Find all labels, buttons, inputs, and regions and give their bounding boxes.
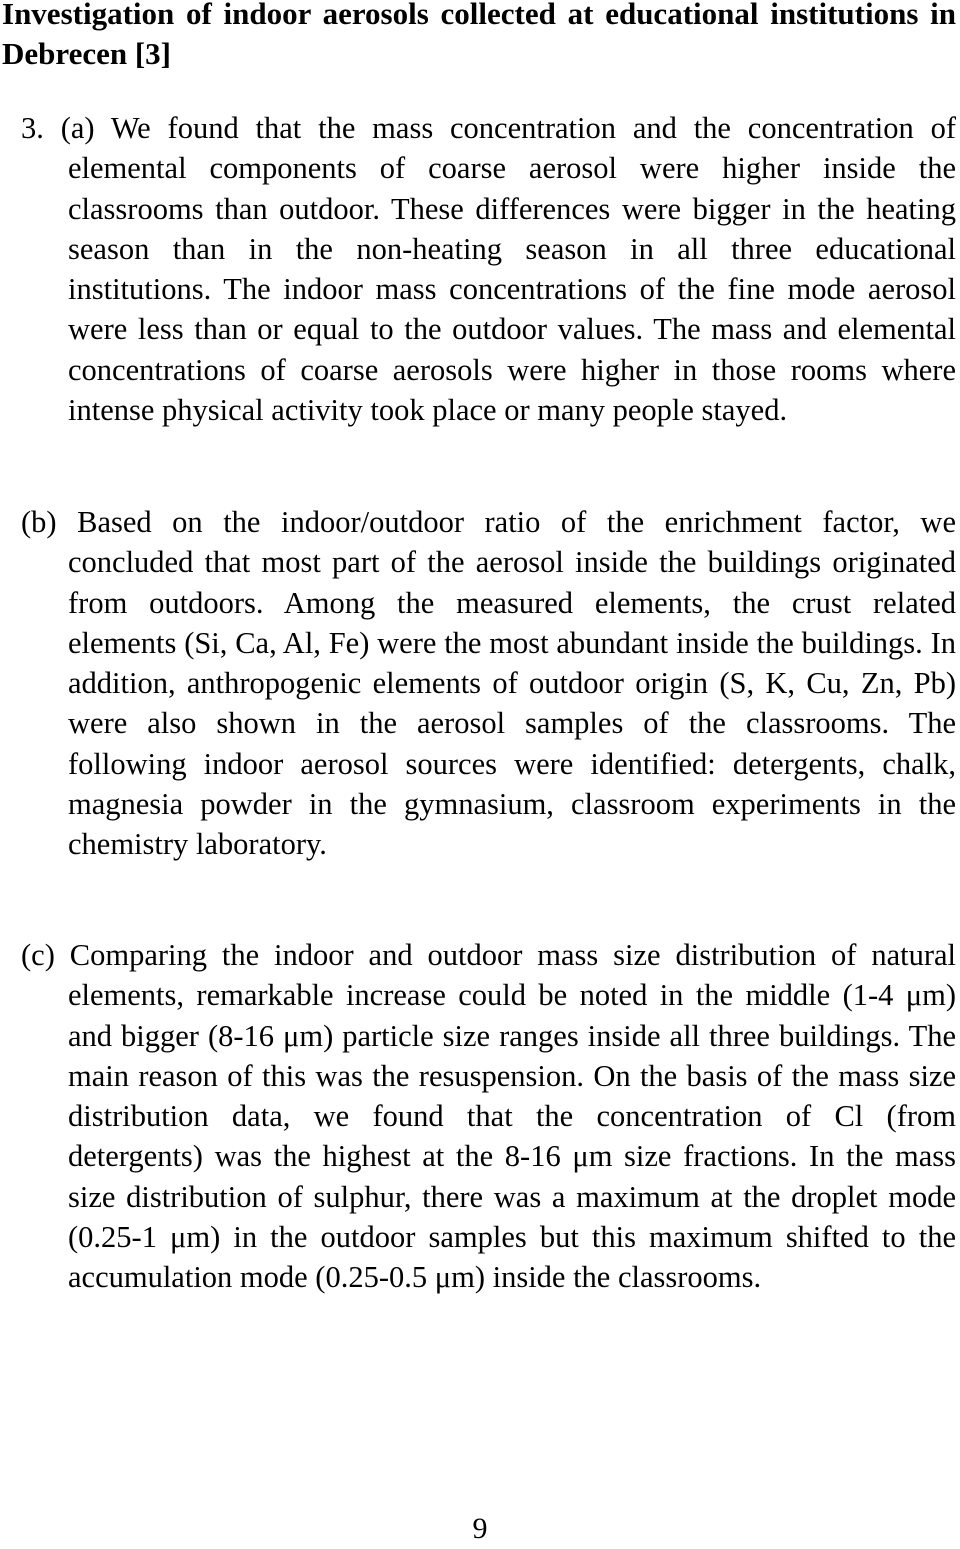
page-number: 9 [472,1512,488,1545]
paragraph-a: 3. (a) We found that the mass concentration and the concentration of elemental components of coarse aerosol were higher inside the classrooms than outdoor. These differences were bigger in the heating season than in the non-heating season in all three educational institutions. The indoor mass concentrations of the fine mode aerosol were less than or equal to the outdoor values. The mass and elemental concentrations of coarse aerosols were higher in those rooms where intense physical activity took place or many people stayed. [21,111,956,428]
paragraph-b: (b) Based on the indoor/outdoor ratio of the enrichment factor, we concluded that most part of the aerosol inside the buildings originated from outdoors. Among the measured elements, the crust related elements (Si, Ca, Al, Fe) were the most abundant inside the buildings. In addition, anthropogenic elements of outdoor origin (S, K, Cu, Zn, Pb) were also shown in the aerosol samples of the classrooms. The following indoor aerosol sources were identified: detergents, chalk, magnesia powder in the gymnasium, classroom experiments in the chemistry laboratory. [21,505,956,862]
paragraph-c: (c) Comparing the indoor and outdoor mass size distribution of natural elements, remarkable increase could be noted in the middle (1-4 μm) and bigger (8-16 μm) particle size ranges inside all three buildings. The main reason of this was the resuspension. On the basis of the mass size distribution data, we found that the concentration of Cl (from detergents) was the highest at the 8-16 μm size fractions. In the mass size distribution of sulphur, there was a maximum at the droplet mode (0.25-1 μm) in the outdoor samples but this maximum shifted to the accumulation mode (0.25-0.5 μm) inside the classrooms. [21,938,956,1295]
section-title: Investigation of indoor aerosols collected at educational institutions in Debrecen [3] [2,0,956,71]
